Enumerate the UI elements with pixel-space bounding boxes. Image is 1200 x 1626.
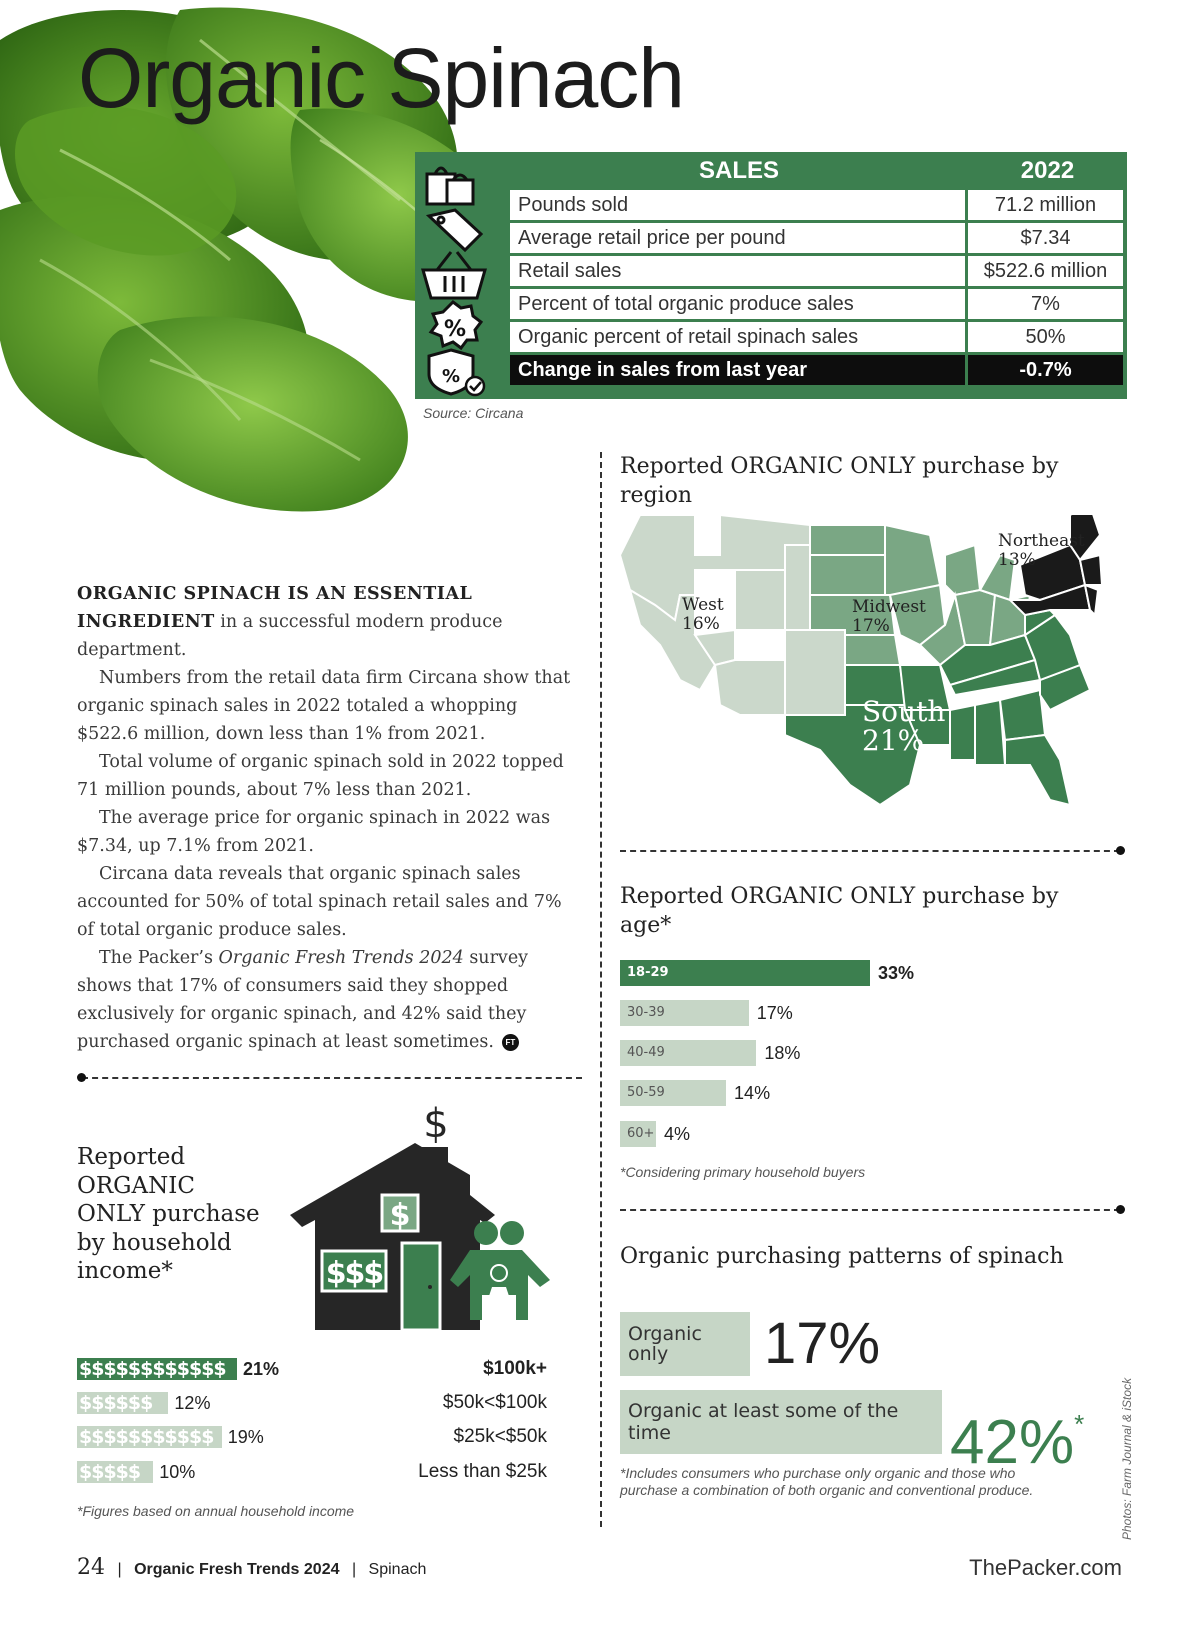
region-value: 21% [862, 724, 925, 757]
divider-dot [1116, 1205, 1125, 1214]
percent-badge-icon [431, 302, 481, 348]
price-tag-icon [429, 210, 481, 250]
divider-dot [1116, 846, 1125, 855]
sales-row-value: 7% [968, 289, 1123, 319]
sales-icons-column [415, 152, 510, 399]
sales-row-value: $7.34 [968, 223, 1123, 253]
article-lead: ORGANIC SPINACH IS AN ESSENTIAL INGREDIENT [77, 584, 473, 632]
column-divider [600, 452, 602, 1527]
site-link[interactable]: ThePacker.com [969, 1555, 1122, 1580]
sales-row-label: Percent of total organic produce sales [510, 289, 965, 319]
income-row [77, 1426, 547, 1448]
map-label-south [862, 697, 945, 755]
sales-source: Source: Circana [423, 405, 524, 421]
page-number: 24 [77, 1555, 105, 1580]
sales-row-change [510, 355, 1123, 385]
article-body [77, 580, 582, 1056]
patterns-note: *Includes consumers who purchase only organic and those who purchase a combination of both organic and conventional produce. [620, 1465, 1034, 1498]
window-dollar: $ [389, 1198, 411, 1233]
publication-name: Organic Fresh Trends 2024 [134, 1561, 340, 1578]
footer-separator: | [117, 1561, 122, 1578]
income-title: Reported ORGANIC ONLY purchase by household income* [77, 1144, 260, 1284]
sales-row-value: 50% [968, 322, 1123, 352]
article-paragraph: Numbers from the retail data firm Circana show that organic spinach sales in 2022 totaled a whopping $522.6 million, down less than 1% from 2021. [77, 668, 571, 744]
section-name: Spinach [368, 1561, 427, 1578]
sales-row-value: -0.7% [968, 355, 1123, 385]
income-value: 19% [227, 1427, 264, 1447]
income-value: 10% [159, 1462, 196, 1482]
age-bar-value: 33% [878, 963, 915, 983]
region-value: 17% [852, 616, 890, 636]
survey-title: Organic Fresh Trends 2024 [218, 948, 464, 968]
article-text: survey shows that 17% of consumers said they shopped exclusively for organic spinach, and 42% said they purchased organic spinach at least sometimes. [77, 948, 529, 1052]
income-value: 21% [243, 1359, 280, 1379]
region-name: Northeast [998, 531, 1085, 551]
sales-row-label: Change in sales from last year [510, 355, 965, 385]
map-label-midwest [852, 598, 926, 636]
age-bar-value: 17% [756, 1003, 793, 1023]
shopping-bags-icon [427, 168, 473, 204]
pattern-organic-only-box: Organic only [620, 1312, 750, 1376]
income-row [77, 1392, 547, 1414]
income-row [77, 1358, 547, 1380]
pattern-organic-only-value: 17% [764, 1311, 881, 1376]
sales-row-avg-price [510, 223, 1123, 253]
chimney-dollar: $ [423, 1105, 449, 1147]
sales-row-pct-organic-produce [510, 289, 1123, 319]
sales-row-pounds [510, 190, 1123, 220]
region-value: 16% [682, 614, 720, 634]
income-dollar-bar: $$$$$$$$$$$$ [77, 1358, 237, 1380]
region-value: 13% [998, 550, 1036, 570]
article-paragraph: The average price for organic spinach in 2022 was $7.34, up 7.1% from 2021. [77, 808, 551, 856]
sales-header-label: SALES [698, 157, 779, 184]
basket-icon [423, 252, 485, 298]
patterns-title: Organic purchasing patterns of spinach [620, 1244, 1064, 1269]
region-title: Reported ORGANIC ONLY purchase by region [620, 454, 1059, 508]
age-bar: 18-29 [620, 960, 870, 986]
article-paragraph [77, 944, 582, 1056]
age-bar: 30-39 [620, 1000, 749, 1026]
income-row [77, 1461, 547, 1483]
section-divider [82, 1077, 582, 1079]
map-label-west [682, 596, 724, 634]
sales-row-organic-pct-spinach [510, 322, 1123, 352]
article-paragraph [77, 580, 582, 664]
svg-text:%: % [441, 366, 461, 387]
article-text: The Packer’s [99, 948, 219, 968]
pattern-some-time-number: 42% [950, 1408, 1075, 1477]
percent-shield-check-icon [429, 350, 484, 395]
sales-row-value: $522.6 million [968, 256, 1123, 286]
sales-row-label: Average retail price per pound [510, 223, 965, 253]
income-dollar-bar: $$$$$$$$$$$ [77, 1426, 222, 1448]
sales-row-retail-sales [510, 256, 1123, 286]
income-value: 12% [174, 1393, 211, 1413]
article-paragraph: Circana data reveals that organic spinach sales accounted for 50% of total spinach retail sales and 7% of total organic produce sales. [77, 864, 562, 940]
sales-table [415, 152, 1127, 399]
age-bar: 60+ [620, 1121, 656, 1147]
sales-row-label: Pounds sold [510, 190, 965, 220]
section-divider [620, 850, 1120, 852]
income-bracket-label: Less than $25k [418, 1461, 547, 1482]
svg-text:%: % [443, 317, 467, 342]
income-dollar-bar: $$$$$ [77, 1461, 153, 1483]
article-paragraph: Total volume of organic spinach sold in 2022 topped 71 million pounds, about 7% less than 2021. [77, 752, 564, 800]
age-bar-value: 18% [764, 1043, 801, 1063]
house-family-illustration [290, 1105, 555, 1350]
region-name: West [682, 595, 724, 615]
region-name: Midwest [852, 597, 926, 617]
income-bracket-label: $50k<$100k [442, 1392, 547, 1413]
section-divider [620, 1209, 1120, 1211]
divider-dot [77, 1073, 86, 1082]
income-bracket-label: $100k+ [483, 1358, 547, 1379]
income-dollar-bar: $$$$$$ [77, 1392, 168, 1414]
sales-row-label: Retail sales [510, 256, 965, 286]
map-label-northeast [998, 532, 1085, 570]
article-lead-rest: in a successful modern produce department. [77, 612, 503, 660]
age-bar-value: 14% [734, 1083, 771, 1103]
age-bar-value: 4% [664, 1124, 691, 1144]
age-note: *Considering primary household buyers [620, 1164, 866, 1180]
age-bar: 50-59 [620, 1080, 726, 1106]
footer-separator: | [351, 1561, 357, 1578]
age-bar: 40-49 [620, 1040, 756, 1066]
sign-dollars: $$$ [325, 1256, 383, 1291]
page-title: Organic Spinach [78, 31, 685, 125]
sales-row-label: Organic percent of retail spinach sales [510, 322, 965, 352]
pattern-some-time-box: Organic at least some of the time [620, 1390, 942, 1454]
pattern-some-time-value [950, 1394, 1085, 1477]
photo-credit: Photos: Farm Journal & iStock [1120, 1377, 1134, 1540]
pattern-asterisk: * [1074, 1409, 1085, 1439]
footer-left [77, 1555, 426, 1580]
end-mark-icon: FT [502, 1034, 519, 1051]
sales-row-value: 71.2 million [968, 190, 1123, 220]
sales-header-year: 2022 [1020, 157, 1075, 184]
income-bracket-label: $25k<$50k [453, 1426, 547, 1447]
income-note: *Figures based on annual household income [77, 1503, 355, 1519]
sales-table-header [510, 152, 1127, 188]
house-icon [290, 1105, 495, 1330]
age-title: Reported ORGANIC ONLY purchase by age* [620, 884, 1059, 938]
region-name: South [862, 695, 946, 728]
